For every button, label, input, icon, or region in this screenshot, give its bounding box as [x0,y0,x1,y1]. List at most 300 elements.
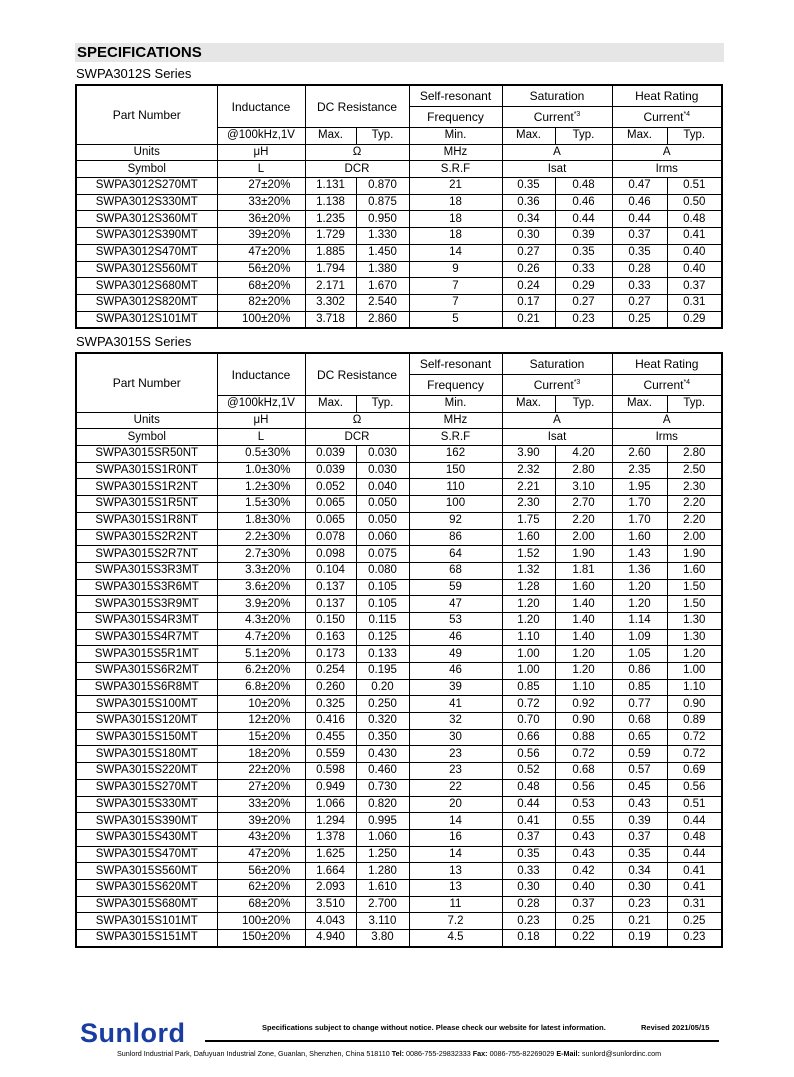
part-number-cell: SWPA3015S220MT [76,763,217,780]
inductance-cell: 39±20% [217,228,305,245]
irms-max-cell: 1.36 [612,562,667,579]
inductance-cell: 82±20% [217,294,305,311]
inductance-cell: 3.6±20% [217,579,305,596]
inductance-cell: 18±20% [217,746,305,763]
dcr-typ-cell: 0.995 [356,813,409,830]
isat-max-cell: 0.24 [502,278,555,295]
part-number-cell: SWPA3015S120MT [76,713,217,730]
inductance-cell: 10±20% [217,696,305,713]
table-row [76,228,722,245]
dcr-max-cell: 0.039 [305,446,356,463]
dcr-typ-cell: 0.320 [356,713,409,730]
inductance-cell: 4.3±20% [217,612,305,629]
table-row [76,763,722,780]
inductance-cell: 56±20% [217,863,305,880]
isat-typ-cell: 2.70 [555,496,612,513]
irms-typ-cell: 0.25 [667,913,722,930]
srf-min-cell: 46 [409,663,502,680]
dcr-typ-cell: 0.105 [356,579,409,596]
dcr-typ-cell: 0.105 [356,596,409,613]
part-number-cell: SWPA3015S330MT [76,796,217,813]
isat-max-cell: 3.90 [502,446,555,463]
table-row [76,930,722,947]
irms-typ-cell: 0.90 [667,696,722,713]
srf-min-cell: 14 [409,813,502,830]
table-row [76,512,722,529]
col-srf-line2: Frequency [409,375,502,396]
irms-max-cell: 0.46 [612,194,667,211]
dcr-typ-cell: 0.950 [356,211,409,228]
irms-typ-cell: 0.56 [667,779,722,796]
dcr-max-cell: 1.378 [305,829,356,846]
dcr-max-cell: 0.325 [305,696,356,713]
srf-min-cell: 7 [409,278,502,295]
dcr-max-cell: 3.302 [305,294,356,311]
part-number-cell: SWPA3015S3R9MT [76,596,217,613]
irms-max-cell: 1.20 [612,579,667,596]
irms-typ-cell: 2.20 [667,512,722,529]
company-address: Sunlord Industrial Park, Dafuyuan Industrial Zone, Guanlan, Shenzhen, China 518110 [117,1049,390,1058]
isat-typ-cell: 2.00 [555,529,612,546]
isat-max-cell: 1.75 [502,512,555,529]
dcr-typ-cell: 0.115 [356,612,409,629]
dcr-max-cell: 0.598 [305,763,356,780]
irms-typ-cell: 0.51 [667,178,722,195]
table-row [76,546,722,563]
table-row [76,629,722,646]
symbol-saturation: Isat [502,429,612,446]
col-saturation-line1: Saturation [502,353,612,375]
heat-footnote: *4 [683,379,691,386]
part-number-cell: SWPA3015S470MT [76,846,217,863]
srf-min-cell: 22 [409,779,502,796]
irms-max-cell: 0.25 [612,311,667,328]
irms-typ-cell: 0.41 [667,879,722,896]
dcr-max-cell: 3.718 [305,311,356,328]
dcr-typ-cell: 0.250 [356,696,409,713]
irms-max-cell: 0.33 [612,278,667,295]
series-title-3012: SWPA3012S Series [76,66,192,81]
col-part-number: Part Number [76,353,217,412]
isat-max-cell: 0.72 [502,696,555,713]
symbol-dcr: DCR [305,161,409,178]
srf-min-label: Min. [409,396,502,413]
isat-typ-cell: 1.20 [555,646,612,663]
isat-typ-cell: 1.20 [555,663,612,680]
srf-min-label: Min. [409,128,502,145]
table-row [76,813,722,830]
irms-typ-cell: 0.41 [667,863,722,880]
irms-max-cell: 0.45 [612,779,667,796]
part-number-cell: SWPA3015S100MT [76,696,217,713]
srf-min-cell: 30 [409,729,502,746]
srf-min-cell: 100 [409,496,502,513]
irms-max-cell: 1.70 [612,496,667,513]
isat-max-cell: 0.70 [502,713,555,730]
symbol-heat: Irms [612,161,722,178]
dcr-max-cell: 1.138 [305,194,356,211]
inductance-cell: 27±20% [217,779,305,796]
isat-max-cell: 1.60 [502,529,555,546]
part-number-cell: SWPA3015S1R5NT [76,496,217,513]
dcr-typ-cell: 0.080 [356,562,409,579]
col-part-number: Part Number [76,85,217,144]
isat-max-cell: 0.27 [502,244,555,261]
isat-max-cell: 0.21 [502,311,555,328]
isat-typ-cell: 0.37 [555,896,612,913]
symbol-dcr: DCR [305,429,409,446]
col-inductance: Inductance [217,353,305,396]
header-row-units [76,412,722,429]
table-row [76,913,722,930]
dcr-max-cell: 0.416 [305,713,356,730]
irms-typ-cell: 1.20 [667,646,722,663]
irms-max-cell: 0.86 [612,663,667,680]
srf-min-cell: 11 [409,896,502,913]
srf-min-cell: 23 [409,763,502,780]
part-number-cell: SWPA3015S4R3MT [76,612,217,629]
irms-typ-cell: 0.40 [667,261,722,278]
part-number-cell: SWPA3015S6R2MT [76,663,217,680]
isat-typ-cell: 0.29 [555,278,612,295]
table-row [76,479,722,496]
units-label: Units [76,412,217,429]
header-row-titles [76,85,722,107]
irms-typ-cell: 1.50 [667,596,722,613]
dcr-max-cell: 1.235 [305,211,356,228]
isat-max-cell: 0.33 [502,863,555,880]
symbol-inductance: L [217,161,305,178]
sat-typ-label: Typ. [555,396,612,413]
part-number-cell: SWPA3015S3R3MT [76,562,217,579]
inductance-cell: 62±20% [217,879,305,896]
irms-max-cell: 0.35 [612,846,667,863]
table-row [76,863,722,880]
dcr-typ-cell: 1.060 [356,829,409,846]
irms-typ-cell: 2.00 [667,529,722,546]
isat-typ-cell: 0.42 [555,863,612,880]
part-number-cell: SWPA3015S680MT [76,896,217,913]
header-row-titles [76,353,722,375]
isat-typ-cell: 0.40 [555,879,612,896]
irms-typ-cell: 0.37 [667,278,722,295]
inductance-cell: 12±20% [217,713,305,730]
srf-min-cell: 162 [409,446,502,463]
table-row [76,194,722,211]
table-row [76,896,722,913]
isat-max-cell: 0.37 [502,829,555,846]
irms-typ-cell: 0.48 [667,211,722,228]
irms-max-cell: 0.28 [612,261,667,278]
isat-max-cell: 0.30 [502,228,555,245]
irms-typ-cell: 1.10 [667,679,722,696]
isat-typ-cell: 0.46 [555,194,612,211]
header-row-symbols [76,161,722,178]
test-condition: @100kHz,1V [217,396,305,413]
isat-max-cell: 1.32 [502,562,555,579]
part-number-cell: SWPA3015S4R7MT [76,629,217,646]
dcr-max-cell: 4.940 [305,930,356,947]
footer-divider [205,1040,719,1042]
inductance-cell: 68±20% [217,278,305,295]
srf-min-cell: 20 [409,796,502,813]
table-row [76,679,722,696]
table-row [76,596,722,613]
series-title-3015: SWPA3015S Series [76,334,192,349]
table-row [76,278,722,295]
srf-min-cell: 4.5 [409,930,502,947]
units-inductance: μH [217,144,305,161]
srf-min-cell: 9 [409,261,502,278]
srf-min-cell: 14 [409,244,502,261]
isat-typ-cell: 0.39 [555,228,612,245]
irms-typ-cell: 0.50 [667,194,722,211]
dcr-max-cell: 2.171 [305,278,356,295]
part-number-cell: SWPA3015S150MT [76,729,217,746]
irms-typ-cell: 0.69 [667,763,722,780]
isat-typ-cell: 1.10 [555,679,612,696]
part-number-cell: SWPA3012S560MT [76,261,217,278]
irms-max-cell: 1.70 [612,512,667,529]
dcr-typ-cell: 0.20 [356,679,409,696]
irms-max-cell: 0.43 [612,796,667,813]
dcr-max-cell: 1.664 [305,863,356,880]
srf-min-cell: 13 [409,879,502,896]
isat-max-cell: 0.66 [502,729,555,746]
heat-current-label: Current [643,378,684,392]
table-row [76,244,722,261]
col-heat-line2 [612,375,722,396]
isat-typ-cell: 0.48 [555,178,612,195]
srf-min-cell: 39 [409,679,502,696]
table-row [76,261,722,278]
part-number-cell: SWPA3012S470MT [76,244,217,261]
part-number-cell: SWPA3015S1R8NT [76,512,217,529]
dcr-max-cell: 0.260 [305,679,356,696]
part-number-cell: SWPA3015S151MT [76,930,217,947]
irms-max-cell: 1.09 [612,629,667,646]
table-row [76,646,722,663]
isat-typ-cell: 0.25 [555,913,612,930]
isat-typ-cell: 2.80 [555,462,612,479]
srf-min-cell: 68 [409,562,502,579]
inductance-cell: 36±20% [217,211,305,228]
tel-number: 0086-755-29832333 [406,1049,471,1058]
dcr-typ-cell: 1.450 [356,244,409,261]
inductance-cell: 1.0±30% [217,462,305,479]
isat-typ-cell: 0.27 [555,294,612,311]
srf-min-cell: 92 [409,512,502,529]
dcr-max-cell: 0.078 [305,529,356,546]
isat-typ-cell: 0.43 [555,829,612,846]
table-row [76,178,722,195]
inductance-cell: 150±20% [217,930,305,947]
part-number-cell: SWPA3012S680MT [76,278,217,295]
table-row [76,612,722,629]
irms-typ-cell: 0.51 [667,796,722,813]
isat-max-cell: 1.52 [502,546,555,563]
srf-min-cell: 86 [409,529,502,546]
units-srf: MHz [409,144,502,161]
isat-max-cell: 1.20 [502,612,555,629]
irms-max-cell: 0.35 [612,244,667,261]
dcr-max-cell: 0.098 [305,546,356,563]
inductance-cell: 0.5±30% [217,446,305,463]
irms-typ-cell: 1.50 [667,579,722,596]
inductance-cell: 22±20% [217,763,305,780]
dcr-max-label: Max. [305,396,356,413]
dcr-max-cell: 0.065 [305,496,356,513]
page-title: SPECIFICATIONS [77,44,202,61]
table-row [76,579,722,596]
irms-max-cell: 0.30 [612,879,667,896]
fax-label: Fax: [472,1049,488,1058]
irms-max-cell: 0.21 [612,913,667,930]
irms-max-cell: 0.47 [612,178,667,195]
inductance-cell: 2.7±30% [217,546,305,563]
inductance-cell: 56±20% [217,261,305,278]
part-number-cell: SWPA3015S430MT [76,829,217,846]
inductance-cell: 4.7±20% [217,629,305,646]
dcr-typ-cell: 3.110 [356,913,409,930]
dcr-max-cell: 0.559 [305,746,356,763]
irms-max-cell: 2.60 [612,446,667,463]
footer-note: Specifications subject to change without notice. Please check our website for latest information. [262,1023,606,1032]
col-srf-line1: Self-resonant [409,85,502,107]
units-srf: MHz [409,412,502,429]
part-number-cell: SWPA3015S390MT [76,813,217,830]
isat-typ-cell: 0.23 [555,311,612,328]
dcr-max-cell: 1.885 [305,244,356,261]
irms-max-cell: 0.77 [612,696,667,713]
irms-max-cell: 0.23 [612,896,667,913]
dcr-typ-cell: 0.460 [356,763,409,780]
srf-min-cell: 59 [409,579,502,596]
header-row-symbols [76,429,722,446]
dcr-typ-cell: 0.030 [356,446,409,463]
srf-min-cell: 53 [409,612,502,629]
table-row [76,829,722,846]
dcr-max-cell: 1.131 [305,178,356,195]
inductance-cell: 33±20% [217,194,305,211]
dcr-max-cell: 1.794 [305,261,356,278]
table-row [76,779,722,796]
isat-max-cell: 0.56 [502,746,555,763]
isat-max-cell: 0.52 [502,763,555,780]
symbol-inductance: L [217,429,305,446]
isat-typ-cell: 0.55 [555,813,612,830]
isat-max-cell: 0.48 [502,779,555,796]
part-number-cell: SWPA3015S101MT [76,913,217,930]
srf-min-cell: 41 [409,696,502,713]
isat-max-cell: 0.28 [502,896,555,913]
dcr-max-cell: 0.173 [305,646,356,663]
units-saturation: A [502,144,612,161]
table-row [76,713,722,730]
isat-typ-cell: 0.33 [555,261,612,278]
dcr-max-cell: 1.294 [305,813,356,830]
col-inductance: Inductance [217,85,305,128]
isat-typ-cell: 1.40 [555,596,612,613]
isat-typ-cell: 0.56 [555,779,612,796]
irms-max-cell: 0.34 [612,863,667,880]
part-number-cell: SWPA3012S820MT [76,294,217,311]
irms-typ-cell: 2.50 [667,462,722,479]
inductance-cell: 5.1±20% [217,646,305,663]
irms-typ-cell: 1.30 [667,629,722,646]
dcr-typ-cell: 0.050 [356,496,409,513]
units-heat: A [612,144,722,161]
heat-max-label: Max. [612,396,667,413]
table-row [76,796,722,813]
part-number-cell: SWPA3015S1R0NT [76,462,217,479]
isat-typ-cell: 0.53 [555,796,612,813]
col-saturation-line2 [502,107,612,128]
specifications-heading-bar [75,43,724,62]
dcr-max-cell: 3.510 [305,896,356,913]
units-dcr: Ω [305,412,409,429]
table-row [76,496,722,513]
dcr-max-cell: 0.455 [305,729,356,746]
inductance-cell: 47±20% [217,244,305,261]
srf-min-cell: 16 [409,829,502,846]
col-heat-line1: Heat Rating [612,85,722,107]
part-number-cell: SWPA3012S390MT [76,228,217,245]
symbol-srf: S.R.F [409,161,502,178]
inductance-cell: 1.5±30% [217,496,305,513]
isat-typ-cell: 1.90 [555,546,612,563]
table-row [76,879,722,896]
sat-max-label: Max. [502,396,555,413]
spec-table-3015 [75,352,723,948]
dcr-typ-cell: 0.870 [356,178,409,195]
irms-max-cell: 2.35 [612,462,667,479]
irms-typ-cell: 0.41 [667,228,722,245]
irms-typ-cell: 0.40 [667,244,722,261]
isat-typ-cell: 1.40 [555,629,612,646]
saturation-current-label: Current [533,378,574,392]
inductance-cell: 47±20% [217,846,305,863]
table-row [76,562,722,579]
table-row [76,446,722,463]
col-dc-resistance: DC Resistance [305,353,409,396]
isat-max-cell: 0.36 [502,194,555,211]
isat-max-cell: 0.85 [502,679,555,696]
srf-min-cell: 18 [409,211,502,228]
symbol-srf: S.R.F [409,429,502,446]
inductance-cell: 2.2±30% [217,529,305,546]
part-number-cell: SWPA3015S3R6MT [76,579,217,596]
srf-min-cell: 5 [409,311,502,328]
revision-date: Revised 2021/05/15 [641,1023,710,1032]
part-number-cell: SWPA3015SR50NT [76,446,217,463]
srf-min-cell: 18 [409,194,502,211]
dcr-max-cell: 0.065 [305,512,356,529]
part-number-cell: SWPA3012S360MT [76,211,217,228]
srf-min-cell: 13 [409,863,502,880]
srf-min-cell: 46 [409,629,502,646]
srf-min-cell: 21 [409,178,502,195]
srf-min-cell: 14 [409,846,502,863]
irms-typ-cell: 0.44 [667,846,722,863]
inductance-cell: 6.2±20% [217,663,305,680]
isat-max-cell: 0.18 [502,930,555,947]
col-dc-resistance: DC Resistance [305,85,409,128]
dcr-max-cell: 0.052 [305,479,356,496]
dcr-typ-cell: 2.860 [356,311,409,328]
isat-max-cell: 0.17 [502,294,555,311]
srf-min-cell: 110 [409,479,502,496]
